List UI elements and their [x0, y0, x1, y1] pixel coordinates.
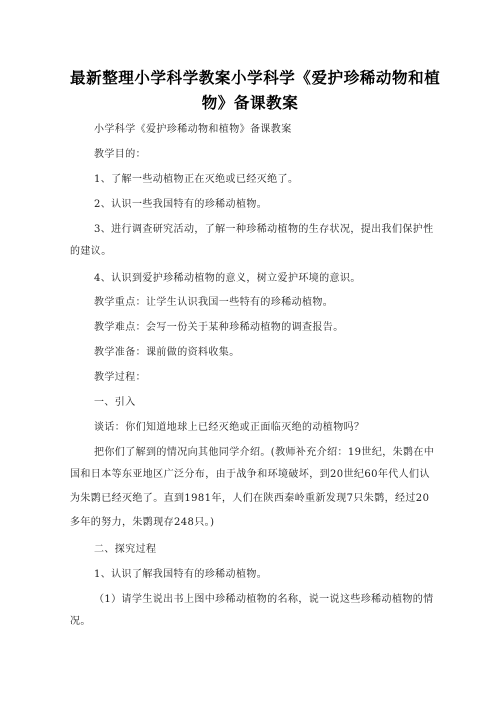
paragraph-talk: 谈话：你们知道地球上已经灭绝或正面临灭绝的动植物吗？	[94, 422, 365, 433]
document-title	[70, 66, 441, 116]
paragraph-objective-2: 2、认识一些我国特有的珍稀动植物。	[94, 199, 268, 210]
paragraph-section-intro: 一、引入	[94, 397, 136, 408]
paragraph-objective-3-cont: 的建议。	[70, 246, 112, 257]
title-line-1: 最新整理小学科学教案小学科学《爱护珍稀动物和植	[70, 69, 441, 87]
paragraph-explore-1-1: （1）请学生说出书上图中珍稀动植物的名称，说一说这些珍稀动植物的情	[94, 594, 434, 605]
paragraph-process-heading: 教学过程：	[94, 372, 146, 383]
paragraph-objectives-heading: 教学目的：	[94, 149, 146, 160]
paragraph-key-point: 教学重点：让学生认识我国一些特有的珍稀动植物。	[94, 297, 334, 308]
paragraph-explore-1: 1、认识了解我国特有的珍稀动植物。	[94, 569, 268, 580]
paragraph-objective-1: 1、了解一些动植物正在灭绝或已经灭绝了。	[94, 174, 299, 185]
paragraph-explore-1-1-cont: 况。	[70, 616, 91, 627]
paragraph-introduce: 把你们了解到的情况向其他同学介绍。(教师补充介绍：19世纪，朱鹮在中	[94, 447, 435, 458]
paragraph-objective-3: 3、进行调查研究活动，了解一种珍稀动植物的生存状况，提出我们保护性	[94, 224, 434, 235]
paragraph-subtitle: 小学科学《爱护珍稀动物和植物》备课教案	[94, 124, 292, 135]
paragraph-difficulty: 教学难点：会写一份关于某种珍稀动植物的调查报告。	[94, 322, 344, 333]
paragraph-introduce-cont-1: 国和日本等东亚地区广泛分布，由于战争和环境破坏，到20世纪60年代人们认	[70, 469, 430, 480]
title-line-2: 物》备课教案	[201, 94, 299, 112]
paragraph-introduce-cont-3: 多年的努力，朱鹮现存248只。)	[70, 517, 215, 528]
paragraph-introduce-cont-2: 为朱鹮已经灭绝了。直到1981年，人们在陕西秦岭重新发现7只朱鹮，经过20	[70, 493, 430, 504]
paragraph-section-explore: 二、探究过程	[94, 544, 157, 555]
paragraph-objective-4: 4、认识到爱护珍稀动植物的意义，树立爱护环境的意识。	[94, 273, 361, 284]
paragraph-preparation: 教学准备：课前做的资料收集。	[94, 347, 240, 358]
